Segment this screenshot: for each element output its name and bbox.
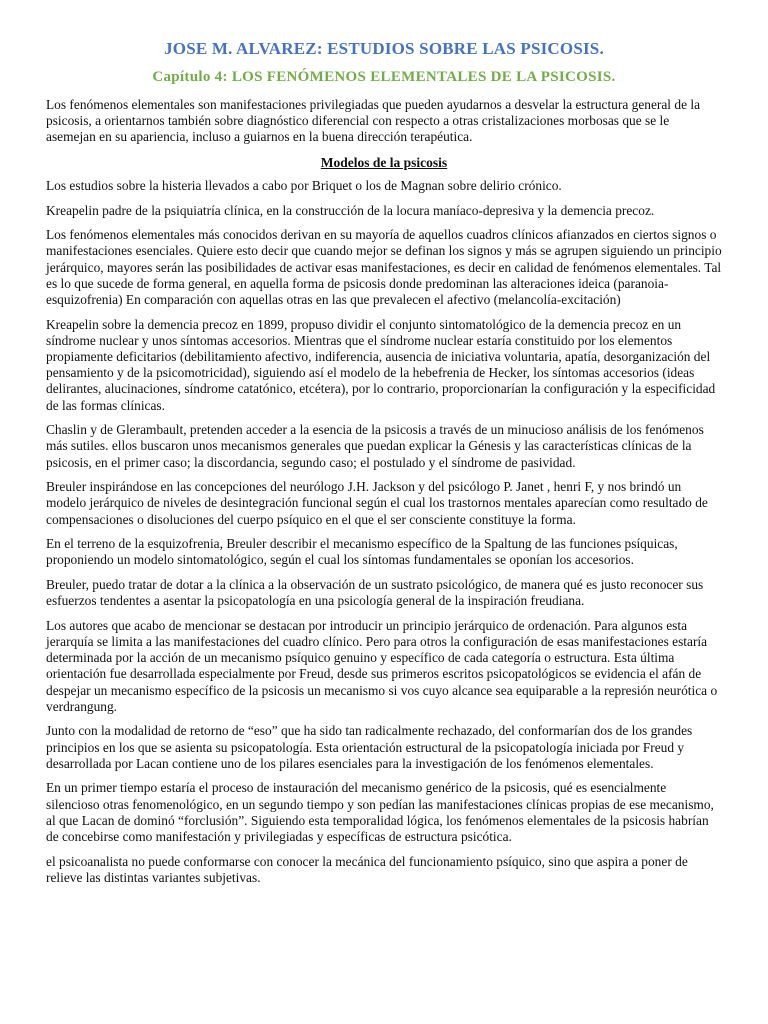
paragraph-psicoanalista: el psicoanalista no puede conformarse con conocer la mecánica del funcionamiento psíquico, sino que aspira a poner de relieve las distintas variantes subjetivas. [46,853,688,885]
section-heading: Modelos de la psicosis [320,155,448,170]
paragraph-retorno-eso: Junto con la modalidad de retorno de “eso” que ha sido tan radicalmente rechazado, del conformarían dos de los grandes principios en los que se asienta su psicopatología. Esta orientación estructural de la psicopatología iniciada por Freud y desarrollada por Lacan contiene uno de los pilares esenciales para la investigación de los fenómenos elementales. [46,723,693,771]
chapter-subtitle: Capítulo 4: LOS FENÓMENOS ELEMENTALES DE LA PSICOSIS. [152,69,616,85]
intro-paragraph: Los fenómenos elementales son manifestaciones privilegiadas que pueden ayudarnos a desvelar la estructura general de la psicosis, a orientarnos también sobre diagnóstico diferencial con respecto a otras cristalizaciones morbosas que se le asemejan en su apariencia, incluso a guiarnos en la buena dirección terapéutica. [46,97,701,145]
paragraph-breuler-sustrato: Breuler, puedo tratar de dotar a la clínica a la observación de un sustrato psicológico, de manera qué es justo reconocer sus esfuerzos tendentes a asentar la psicopatología en una psicología general de la inspiración freudiana. [46,577,704,609]
paragraph-esquizofrenia-spaltung: En el terreno de la esquizofrenia, Breuler describir el mecanismo específico de la Spaltung de las funciones psíquicas, proponiendo un modelo sintomatológico, según el cual los síntomas fundamentales se oponían los accesorios. [46,536,678,568]
paragraph-kreapelin-padre: Kreapelin padre de la psiquiatría clínica, en la construcción de la locura maníaco-depresiva y la demencia precoz. [46,202,655,218]
paragraph-fenomenos-conocidos: Los fenómenos elementales más conocidos derivan en su mayoría de aquellos cuadros clínicos afianzados en ciertos signos o manifestaciones esenciales. Quiere esto decir que cuando mejor se definan los signos y más se agrupen siguiendo un principio jerárquico, mayores serán las posibilidades de activar esas manifestaciones, es decir en calidad de fenómenos elementales. Tal es lo que sucede de forma general, en aquella forma de psicosis donde predominan las alteraciones ideica (paranoia-esquizofrenia) En comparación con aquellas otras en las que prevalecen el afectivo (melancolía-excitación) [46,227,722,307]
paragraph-chaslin-glerambault: Chaslin y de Glerambault, pretenden acceder a la esencia de la psicosis a través de un minucioso análisis de los fenómenos más sutiles. ellos buscaron unos mecanismos generales que puedan explicar la Génesis y las características clínicas de la psicosis, en el primer caso; la discordancia, segundo caso; el postulado y el síndrome de pasividad. [46,422,704,470]
document-title: JOSE M. ALVAREZ: ESTUDIOS SOBRE LAS PSICOSIS. [164,39,604,58]
paragraph-forclusion: En un primer tiempo estaría el proceso de instauración del mecanismo genérico de la psicosis, qué es esencialmente silencioso otras fenomenológico, en un segundo tiempo y son pedían las manifestaciones clínicas propias de ese mecanismo, al que Lacan de dominó “forclusión”. Siguiendo esta temporalidad lógica, los fenómenos elementales de la psicosis habrían de concebirse como manifestación y privilegiadas y específicas de estructura psicótica. [46,780,714,845]
paragraph-principio-jerarquico: Los autores que acabo de mencionar se destacan por introducir un principio jerárquico de ordenación. Para algunos esta jerarquía se limita a las manifestaciones del cuadro clínico. Pero para otros la configuración de esas manifestaciones estaría determinada por la acción de un mecanismo psíquico genuino y específico de cada categoría o estructura. Esta última orientación fue desarrollada especialmente por Freud, desde sus primeros escritos psicopatológicos se evidencia el afán de despejar un mecanismo específico de la psicosis un mecanismo si vos cuyo alcance sea equiparable a la represión neurótica o verdrangung. [46,617,718,714]
paragraph-demencia-precoz: Kreapelin sobre la demencia precoz en 1899, propuso dividir el conjunto sintomatológico de la demencia precoz en un síndrome nuclear y unos síntomas accesorios. Mientras que el síndrome nuclear estaría constituido por los elementos propiamente deficitarios (debilitamiento afectivo, indiferencia, ausencia de iniciativa voluntaria, apatía, desorganización del pensamiento y de la psicomotricidad), siguiendo así el modelo de la hebefrenia de Hecker, los síntomas accesorios (ideas delirantes, alucinaciones, síndrome catatónico, etcétera), por lo contrario, proporcionarían la configuración y la especificidad de las formas clínicas. [46,316,716,413]
paragraph-breuler-jackson: Breuler inspirándose en las concepciones del neurólogo J.H. Jackson y del psicólogo P. Janet , henri F, y nos brindó un modelo jerárquico de niveles de desintegración funcional según el cual los trastornos mentales aparecían como resultado de compensaciones o disoluciones del cuerpo psíquico en el que el ser consciente constituye la forma. [46,479,708,527]
paragraph-briquet-magnan: Los estudios sobre la histeria llevados a cabo por Briquet o los de Magnan sobre delirio crónico. [46,178,562,193]
